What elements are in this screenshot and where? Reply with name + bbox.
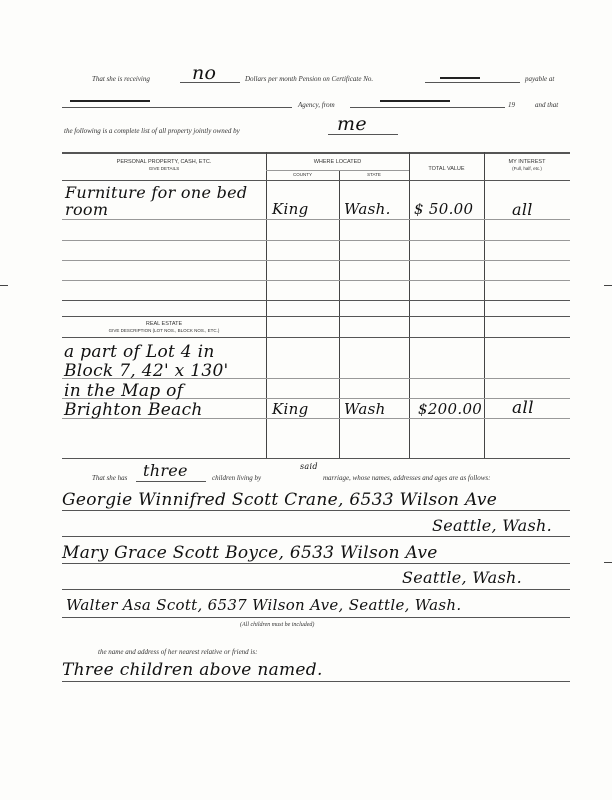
child-rule-5 [62,617,570,618]
child-rule-4 [62,589,570,590]
certificate-line [425,82,520,83]
personal-state: Wash. [344,200,391,218]
col-line-state [339,170,340,458]
margin-mark-right [604,285,612,286]
agency-line [62,107,292,108]
personal-interest: all [512,200,533,219]
real-desc-line2: Block 7, 42' x 130' [64,361,229,381]
personal-desc-line1: Furniture for one bed [65,183,248,202]
personal-value: $ 50.00 [414,200,474,218]
table-bottom [62,458,570,459]
child-3-entry: Walter Asa Scott, 6537 Wilson Ave, Seattle, Wash. [66,596,462,614]
children-count-line [136,481,206,482]
col-line-value [409,152,410,458]
header-real-estate: REAL ESTATE [145,321,183,327]
from-dash [380,100,450,102]
child-2-name: Mary Grace Scott Boyce, 6533 Wilson Ave [62,543,438,563]
child-rule-3 [62,563,570,564]
header-county: COUNTY [293,172,312,177]
from-line [350,107,505,108]
children-text2: marriage, whose names, addresses and ages are as follows: [323,474,491,482]
personal-county: King [272,200,309,218]
property-label: the following is a complete list of all property jointly owned by [64,127,240,135]
header-real-estate-sub: GIVE DESCRIPTION (LOT NOS., BLOCK NOS., ETC.) [108,328,220,333]
year-label: 19 [508,101,515,109]
real-estate-header-bottom [62,337,570,338]
real-desc-line4: Brighton Beach [64,400,203,420]
real-state: Wash [344,400,386,418]
real-interest: all [512,398,534,418]
where-divider [266,170,409,171]
receiving-label: That she is receiving [92,75,150,83]
header-interest-sub: (Full, half, etc.) [512,166,542,171]
col-line-county [266,152,267,458]
personal-rule-3 [62,260,570,261]
table-top [62,152,570,154]
child-rule-1 [62,510,570,511]
personal-desc-line2: room [65,200,109,219]
pension-label: Dollars per month Pension on Certificate No. [245,75,374,83]
children-said: said [300,462,318,471]
child-rule-2 [62,536,570,537]
and-that-label: and that [535,101,559,109]
personal-rule-1 [62,219,570,220]
header-where: WHERE LOCATED [313,159,362,165]
relative-label: the name and address of her nearest relative or friend is: [98,648,258,656]
header-bottom [62,180,570,181]
children-note: (All children must be included) [240,622,315,628]
child-1-city: Seattle, Wash. [432,516,552,535]
owner-line [328,134,398,135]
personal-rule-5 [62,300,570,301]
header-personal-sub: GIVE DETAILS [148,166,180,171]
relative-rule [62,681,570,682]
relative-value: Three children above named. [62,660,323,680]
personal-rule-2 [62,240,570,241]
payable-label: payable at [525,75,555,83]
personal-rule-4 [62,280,570,281]
margin-mark-left [0,285,8,286]
header-interest: MY INTEREST [508,159,546,165]
amount-line [180,82,240,83]
agency-label: Agency, from [298,101,335,109]
pension-amount: no [192,62,217,84]
child-2-city: Seattle, Wash. [402,568,522,587]
real-desc-line1: a part of Lot 4 in [64,342,215,362]
header-personal: PERSONAL PROPERTY, CASH, ETC. [116,159,212,165]
col-line-interest [484,152,485,458]
margin-mark-right-lower [604,562,612,563]
children-prefix: That she has [92,474,128,482]
children-text: children living by [212,474,262,482]
real-value: $200.00 [418,400,483,418]
header-total-value: TOTAL VALUE [428,166,465,172]
child-1-name: Georgie Winnifred Scott Crane, 6533 Wilson Ave [62,490,498,510]
certificate-dash [440,77,480,79]
children-count: three [143,461,188,480]
header-state: STATE [367,172,381,177]
property-owner: me [337,113,367,135]
real-estate-top [62,316,570,317]
real-desc-line3: in the Map of [64,381,184,401]
agency-dash [70,100,150,102]
real-county: King [272,400,309,418]
